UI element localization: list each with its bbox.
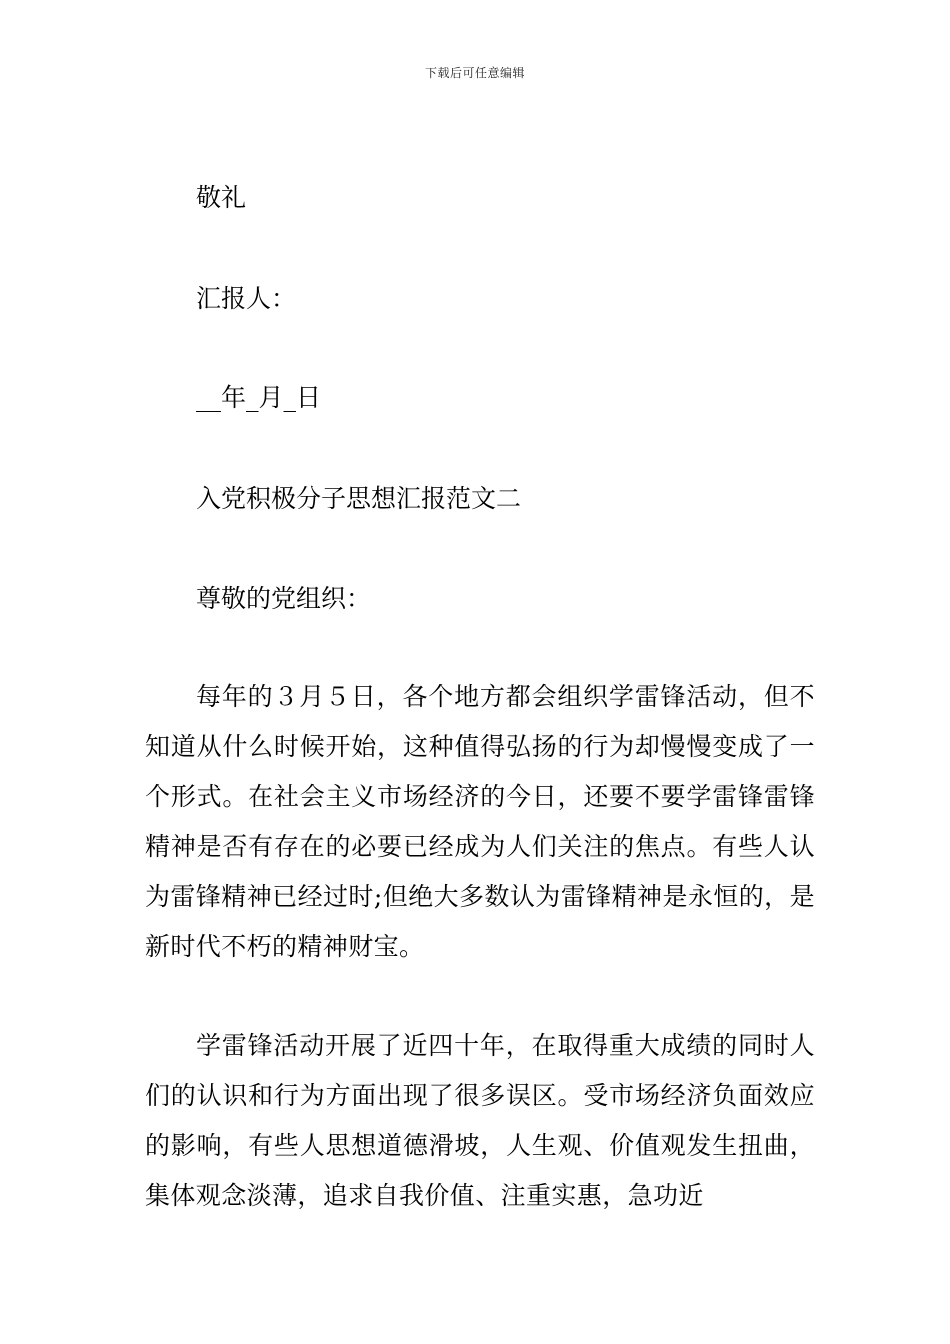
greeting: 尊敬的党组织： <box>196 584 372 613</box>
paragraph-2: 学雷锋活动开展了近四十年，在取得重大成绩的同时人们的认识和行为方面出现了很多误区。受市场经济负面效应的影响，有些人思想道德滑坡，人生观、价值观发生扭曲，集体观念淡薄，追求自我价值、注重实惠，急功近 <box>145 1031 815 1210</box>
paragraph-1: 每年的３月５日，各个地方都会组织学雷锋活动，但不知道从什么时候开始，这种值得弘扬的行为却慢慢变成了一个形式。在社会主义市场经济的今日，还要不要学雷锋雷锋精神是否有存在的必要已经成为人们关注的焦点。有些人认为雷锋精神已经过时;但绝大多数认为雷锋精神是永恒的，是新时代不朽的精神财宝。 <box>145 682 815 961</box>
closing-salute: 敬礼 <box>196 183 247 212</box>
date-line: __年_月_日 <box>196 383 322 412</box>
page-header: 下载后可任意编辑 <box>424 66 525 80</box>
reporter-label: 汇报人： <box>196 284 297 313</box>
section-title: 入党积极分子思想汇报范文二 <box>196 484 522 513</box>
